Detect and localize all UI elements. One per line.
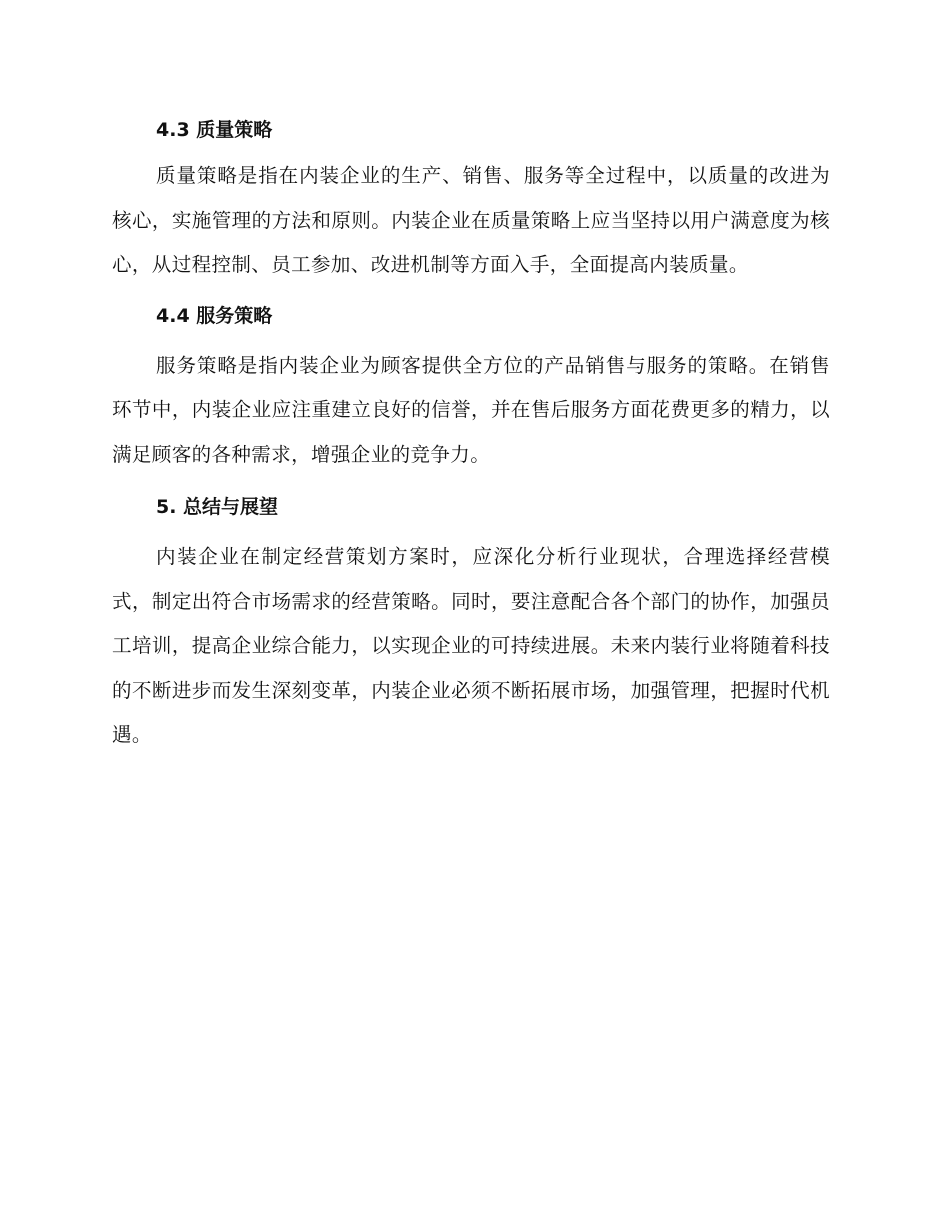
section-heading-quality-strategy: 4.3 质量策略 xyxy=(156,119,273,141)
section-body-service-strategy: 服务策略是指内装企业为顾客提供全方位的产品销售与服务的策略。在销售环节中，内装企业应注重建立良好的信誉，并在售后服务方面花费更多的精力，以满足顾客的各种需求，增强企业的竞争力。 xyxy=(112,353,830,466)
section-heading-service-strategy: 4.4 服务策略 xyxy=(156,304,273,327)
section-heading-summary-outlook: 5. 总结与展望 xyxy=(156,496,279,518)
document-page xyxy=(112,108,830,758)
section-body-quality-strategy: 质量策略是指在内装企业的生产、销售、服务等全过程中，以质量的改进为核心，实施管理的方法和原则。内装企业在质量策略上应当坚持以用户满意度为核心，从过程控制、员工参加、改进机制等方面入手，全面提高内装质量。 xyxy=(112,164,830,276)
section-body-summary-outlook: 内装企业在制定经营策划方案时，应深化分析行业现状，合理选择经营模式，制定出符合市场需求的经营策略。同时，要注意配合各个部门的协作，加强员工培训，提高企业综合能力，以实现企业的可持续进展。未来内装行业将随着科技的不断进步而发生深刻变革，内装企业必须不断拓展市场，加强管理，把握时代机遇。 xyxy=(112,545,830,746)
